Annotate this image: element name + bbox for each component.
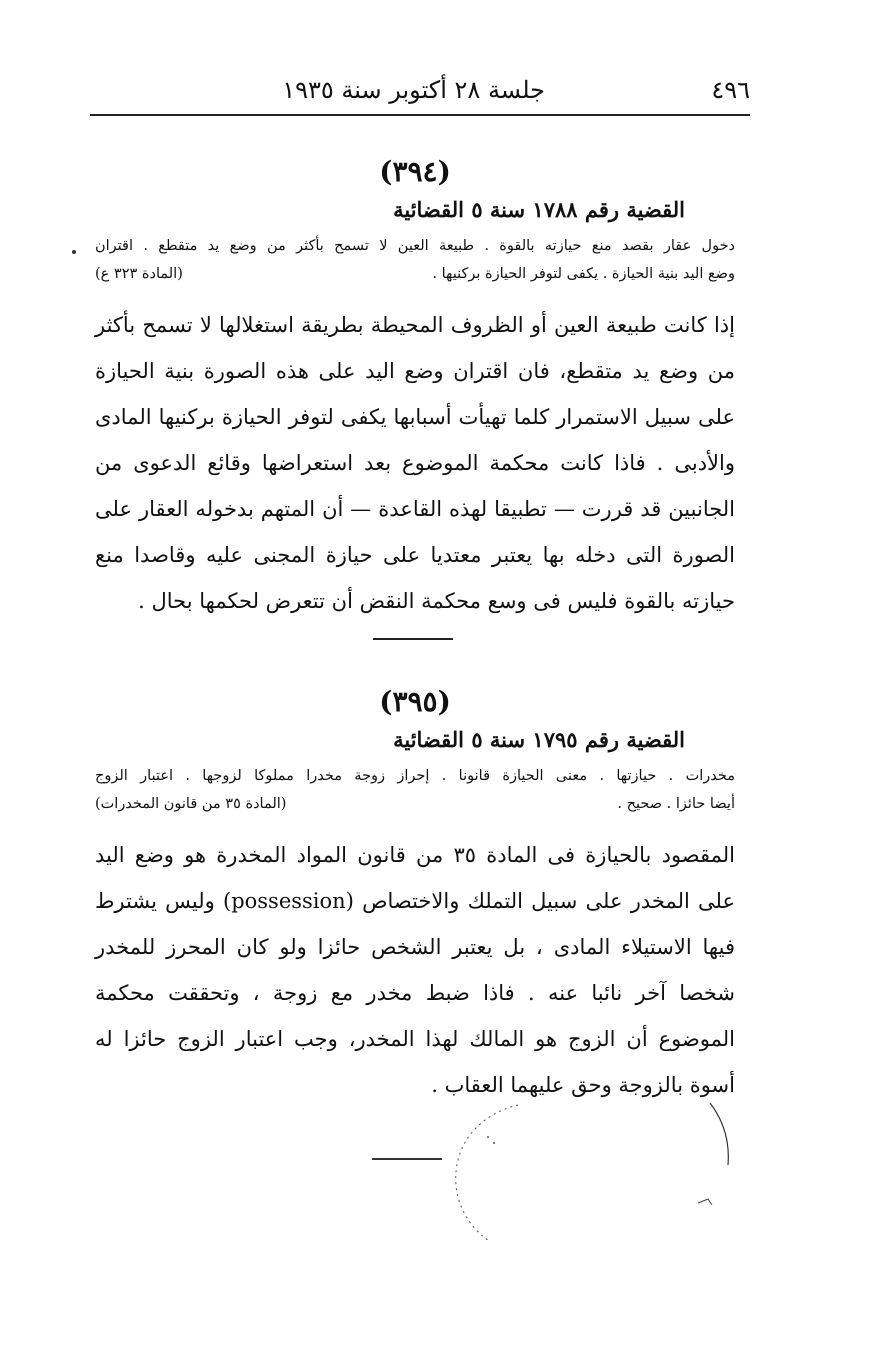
article-reference: (المادة ٣٥ من قانون المخدرات) bbox=[95, 796, 287, 812]
faded-stamp-mark bbox=[448, 1095, 738, 1245]
ruling-body: المقصود بالحيازة فى المادة ٣٥ من قانون المواد المخدرة هو وضع اليد على المخدر على سبيل التملك والاختصاص (possession) وليس يشترط فيها الاستيلاء المادى ، بل يعتبر الشخص حائزا ولو كان المحرز للمخدر شخصا آخر نائبا عنه . فاذا ضبط مخدر مع زوجة ، وتحققت محكمة الموضوع أن الزوج هو المالك لهذا المخدر، وجب اعتبار الزوج حائزا له أسوة بالزوجة وحق عليهما العقاب . bbox=[95, 843, 735, 1097]
ruling-summary-tail bbox=[95, 260, 735, 288]
header-rule bbox=[90, 114, 750, 116]
page-header bbox=[90, 70, 750, 110]
session-title: جلسة ٢٨ أكتوبر سنة ١٩٣٥ bbox=[282, 76, 545, 104]
summary-tail-text: أيضا حائزا . صحيح . bbox=[617, 796, 735, 812]
margin-dot bbox=[72, 250, 76, 254]
end-rule bbox=[372, 1158, 442, 1160]
ruling-395 bbox=[95, 682, 735, 1108]
article-reference: (المادة ٣٢٣ ع) bbox=[95, 266, 183, 282]
ruling-summary: دخول عقار بقصد منع حيازته بالقوة . طبيعة العين لا تسمح بأكثر من وضع يد متقطع . اقتران bbox=[95, 238, 735, 254]
ruling-body: إذا كانت طبيعة العين أو الظروف المحيطة بطريقة استغلالها لا تسمح بأكثر من وضع يد متقطع، فان اقتران وضع اليد على هذه الصورة بنية الحيازة على سبيل الاستمرار كلما تهيأت أسبابها يكفى لتوفر الحيازة بركنيها المادى والأدبى . فاذا كانت محكمة الموضوع بعد استعراضها وقائع الدعوى من الجانبين قد قررت — تطبيقا لهذه القاعدة — أن المتهم بدخوله العقار على الصورة التى دخله بها يعتبر معتديا على حيازة المجنى عليه وقاصدا منع حيازته بالقوة فليس فى وسع محكمة النقض أن تتعرض لحكمها بحال . bbox=[95, 313, 735, 613]
ruling-number: (٣٩٥) bbox=[379, 685, 451, 718]
ruling-394 bbox=[95, 152, 735, 624]
case-reference: القضية رقم ١٧٩٥ سنة ٥ القضائية bbox=[393, 727, 685, 752]
ruling-summary: مخدرات . حيازتها . معنى الحيازة قانونا . إحراز زوجة مخدرا مملوكا لزوجها . اعتبار الزوج bbox=[95, 768, 735, 784]
case-reference: القضية رقم ١٧٨٨ سنة ٥ القضائية bbox=[393, 197, 685, 222]
section-divider bbox=[373, 638, 453, 640]
summary-tail-text: وضع اليد بنية الحيازة . يكفى لتوفر الحيازة بركنيها . bbox=[432, 266, 735, 282]
page-number: ٤٩٦ bbox=[711, 76, 750, 104]
ruling-summary-tail bbox=[95, 790, 735, 818]
ruling-number: (٣٩٤) bbox=[379, 155, 451, 188]
